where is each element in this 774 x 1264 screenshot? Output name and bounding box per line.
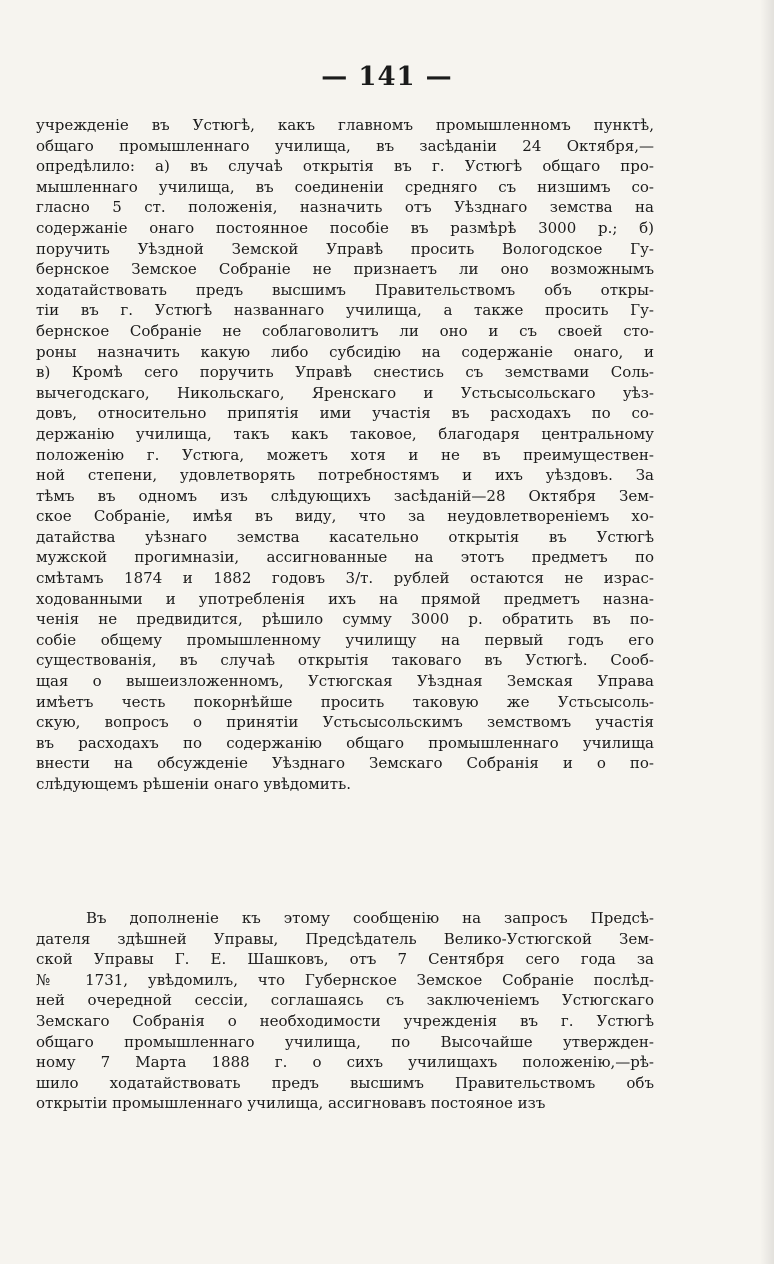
text-line: учрежденіе въ Устюгѣ, какъ главномъ промышленномъ пунктѣ, [36, 116, 654, 134]
text-line: шило ходатайствовать предъ высшимъ Правительствомъ объ [36, 1073, 654, 1092]
text-line: тіи въ г. Устюгѣ названнаго училища, а также просить Гу- [36, 301, 654, 320]
text-line: имѣетъ честь покорнѣйше просить таковую же Устьсысоль- [36, 692, 654, 711]
text-line: роны назначить какую либо субсидію на содержаніе онаго, и [36, 342, 654, 361]
text-line: тѣмъ въ одномъ изъ слѣдующихъ засѣданій—28 Октября Зем- [36, 486, 654, 505]
text-line: мужской прогимназіи, ассигнованные на этотъ предметъ по [36, 548, 654, 567]
text-line: слѣдующемъ рѣшеніи онаго увѣдомить. [36, 775, 352, 793]
text-line: существованія, въ случаѣ открытія таковаго въ Устюгѣ. Сооб- [36, 651, 654, 670]
text-line: держанію училища, такъ какъ таковое, благодаря центральному [36, 424, 654, 443]
page-edge-shadow [760, 0, 774, 1264]
text-line: № 1731, увѣдомилъ, что Губернское Земское Собраніе послѣд- [36, 970, 654, 989]
text-line: открытіи промышленнаго училища, ассигновавъ постояное изъ [36, 1094, 546, 1113]
text-line: ское Собраніе, имѣя въ виду, что за неудовлетвореніемъ хо- [36, 507, 654, 526]
text-line: опредѣлило: а) въ случаѣ открытія въ г. Устюгѣ общаго про- [36, 157, 654, 176]
text-line: содержаніе онаго постоянное пособіе въ размѣрѣ 3000 р.; б) [36, 218, 654, 237]
text-line: гласно 5 ст. положенія, назначить отъ Уѣзднаго земства на [36, 198, 654, 217]
text-line: бернское Собраніе не соблаговолитъ ли оно и съ своей сто- [36, 321, 654, 340]
text-line: ченія не предвидится, рѣшило сумму 3000 р. обратить въ по- [36, 610, 654, 629]
text-line: дателя здѣшней Управы, Предсѣдатель Велико-Устюгской Зем- [36, 929, 654, 948]
text-line: ской Управы Г. Е. Шашковъ, отъ 7 Сентября сего года за [36, 950, 654, 969]
text-line: Въ дополненіе къ этому сообщенію на запросъ Предсѣ- [86, 909, 654, 927]
text-line: датайства уѣзнаго земства касательно открытія въ Устюгѣ [36, 527, 654, 546]
text-line: смѣтамъ 1874 и 1882 годовъ 3/т. рублей остаются не израс- [36, 569, 654, 588]
text-line: ной степени, удовлетворять потребностямъ и ихъ уѣздовъ. За [36, 466, 654, 485]
text-line: вычегодскаго, Никольскаго, Яренскаго и Устьсысольскаго уѣз- [36, 383, 654, 402]
text-line: положенію г. Устюга, можетъ хотя и не въ преимуществен- [36, 445, 654, 464]
text-line: скую, вопросъ о принятіи Устьсысольскимъ земствомъ участія [36, 713, 654, 732]
text-line: въ расходахъ по содержанію общаго промышленнаго училища [36, 733, 654, 752]
text-line: ному 7 Марта 1888 г. о сихъ училищахъ положенію,—рѣ- [36, 1053, 654, 1072]
paragraph-2 [36, 908, 654, 1114]
text-line: общаго промышленнаго училища, по Высочайше утвержден- [36, 1032, 654, 1051]
text-line: бернское Земское Собраніе не признаетъ ли оно возможнымъ [36, 260, 654, 279]
text-line: общаго промышленнаго училища, въ засѣданіи 24 Октября,— [36, 136, 654, 155]
text-line: мышленнаго училища, въ соединеніи средняго съ низшимъ со- [36, 177, 654, 196]
text-line: собіе общему промышленному училищу на первый годъ его [36, 630, 654, 649]
text-line: довъ, относительно припятія ими участія въ расходахъ по со- [36, 404, 654, 423]
text-line: поручить Уѣздной Земской Управѣ просить Вологодское Гу- [36, 239, 654, 258]
text-line: щая о вышеизложенномъ, Устюгская Уѣздная Земская Управа [36, 672, 654, 691]
page-number: — 141 — [321, 62, 453, 92]
text-line: в) Кромѣ сего поручить Управѣ снестись съ земствами Соль- [36, 363, 654, 382]
paragraph-1 [36, 115, 654, 795]
text-line: ней очередной сессіи, соглашаясь съ заключеніемъ Устюгскаго [36, 991, 654, 1010]
text-line: ходатайствовать предъ высшимъ Правительствомъ объ откры- [36, 280, 654, 299]
text-line: ходованными и употребленія ихъ на прямой предметъ назна- [36, 589, 654, 608]
text-line: внести на обсужденіе Уѣзднаго Земскаго Собранія и о по- [36, 754, 654, 773]
text-line: Земскаго Собранія о необходимости учрежденія въ г. Устюгѣ [36, 1011, 654, 1030]
